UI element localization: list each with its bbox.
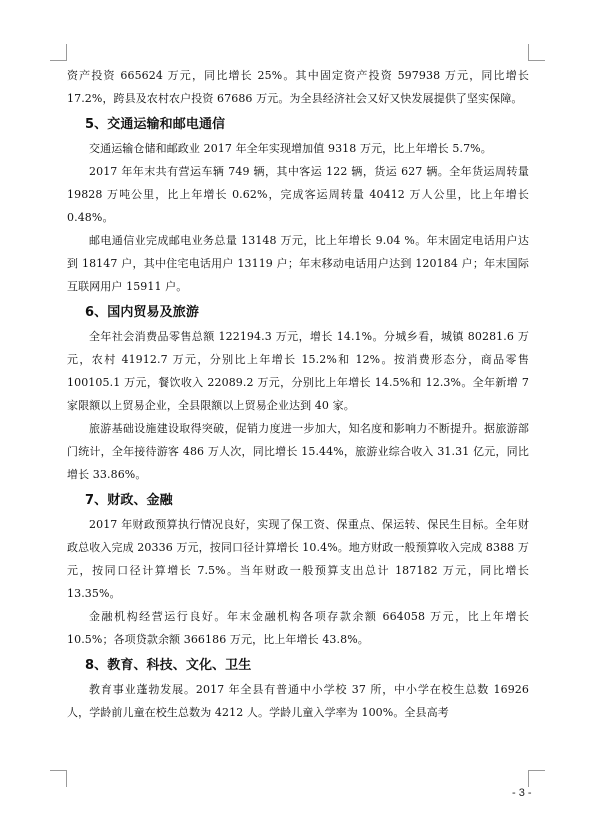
crop-mark-top-left — [50, 44, 67, 61]
paragraph-retail: 全年社会消费品零售总额 122194.3 万元，增长 14.1%。分城乡看，城镇 80281.6 万元，农村 41912.7 万元，分别比上年增长 15.2%和 12%。按消费形态分，商品零售 100105.1 万元，餐饮收入 22089.2 万元，分别比上年增长 14.5%和 12.3%。全年新增 7 家限额以上贸易企业，全县限额以上贸易企业达到 40 家。 — [67, 330, 529, 412]
section-heading-transport: 5、交通运输和邮电通信 — [85, 117, 226, 132]
paragraph-telecom: 邮电通信业完成邮电业务总量 13148 万元，比上年增长 9.04 %。年末固定电话用户达到 18147 户，其中住宅电话用户 13119 户；年末移动电话用户达到 120184 户；年末国际互联网用户 15911 户。 — [67, 234, 529, 293]
paragraph-fiscal: 2017 年财政预算执行情况良好，实现了保工资、保重点、保运转、保民生目标。全年财政总收入完成 20336 万元，按同口径计算增长 10.4%。地方财政一般预算收入完成 8388 万元，按同口径计算增长 7.5%。当年财政一般预算支出总计 187182 万元，同比增长 13.35%。 — [67, 518, 529, 600]
section-heading-finance: 7、财政、金融 — [85, 493, 173, 508]
page-number: - 3 - — [512, 787, 532, 799]
crop-mark-bottom-left — [50, 770, 67, 787]
paragraph-tourism: 旅游基础设施建设取得突破，促销力度进一步加大，知名度和影响力不断提升。据旅游部门统计，全年接待游客 486 万人次，同比增长 15.44%，旅游业综合收入 31.31 亿元，同比增长 33.86%。 — [67, 422, 529, 481]
crop-mark-top-right — [528, 44, 545, 61]
section-heading-trade-tourism: 6、国内贸易及旅游 — [85, 305, 199, 320]
paragraph-vehicles: 2017 年年末共有营运车辆 749 辆，其中客运 122 辆，货运 627 辆。全年货运周转量 19828 万吨公里，比上年增长 0.62%，完成客运周转量 40412 万人公里，比上年增长 0.48%。 — [67, 165, 529, 224]
body-text — [67, 64, 529, 724]
paragraph-banking: 金融机构经营运行良好。年末金融机构各项存款余额 664058 万元，比上年增长 10.5%；各项贷款余额 366186 万元，比上年增长 43.8%。 — [67, 610, 529, 646]
paragraph-transport-value-added: 交通运输仓储和邮政业 2017 年全年实现增加值 9318 万元，比上年增长 5.7%。 — [89, 142, 492, 155]
crop-mark-bottom-right — [528, 770, 545, 787]
section-heading-education: 8、教育、科技、文化、卫生 — [85, 658, 252, 673]
paragraph-investment: 资产投资 665624 万元，同比增长 25%。其中固定资产投资 597938 万元，同比增长 17.2%，跨县及农村农户投资 67686 万元。为全县经济社会又好又快发展提供了坚实保障。 — [67, 69, 529, 105]
paragraph-education: 教育事业蓬勃发展。2017 年全县有普通中小学校 37 所，中小学在校生总数 16926 人，学龄前儿童在校生总数为 4212 人。学龄儿童入学率为 100%。全县高考 — [67, 683, 529, 719]
